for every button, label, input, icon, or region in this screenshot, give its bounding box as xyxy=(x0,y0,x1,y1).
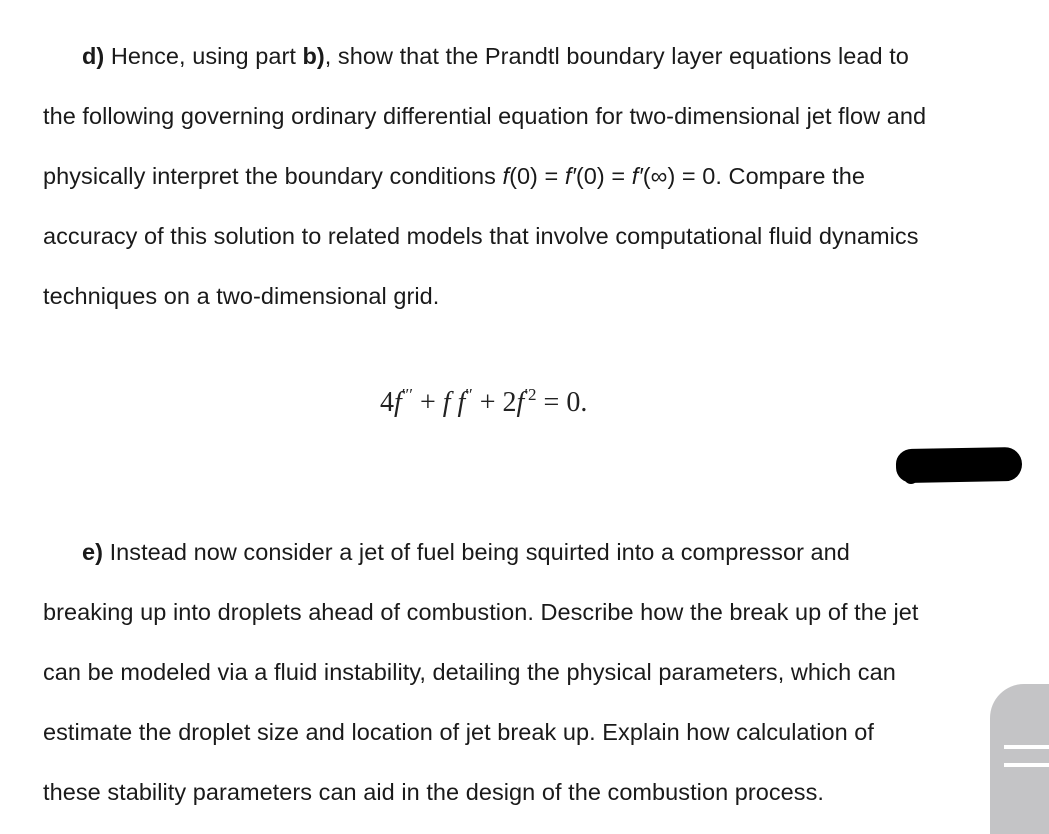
bc-fprime-inf: f′ xyxy=(631,163,643,189)
eq-coef-4: 4 xyxy=(380,387,394,418)
part-d-line-1 xyxy=(82,41,909,71)
part-d-line-1-text-a: Hence, using part xyxy=(104,43,303,69)
eq-f-f-double-prime: f f xyxy=(442,387,466,418)
bc-fprime-0-arg: (0) = xyxy=(575,163,632,189)
eq-plus-1: + xyxy=(419,387,436,418)
eq-coef-2: 2 xyxy=(502,387,517,418)
part-d-line-5: techniques on a two-dimensional grid. xyxy=(43,283,440,309)
part-d-label: d) xyxy=(82,43,105,69)
part-e-line-1 xyxy=(82,537,850,567)
part-b-reference: b) xyxy=(302,43,325,69)
part-d-line-4: accuracy of this solution to related models that involve computational fluid dynamics xyxy=(43,223,919,249)
redaction-blot-tail xyxy=(904,470,918,484)
eq-f-prime-squared: f xyxy=(516,387,525,418)
eq-prime-squared-mark: ′2 xyxy=(524,385,537,404)
eq-f-triple-prime: f xyxy=(394,387,402,418)
eq-double-prime-mark: ′′ xyxy=(465,385,473,404)
part-e-line-4: estimate the droplet size and location of jet break up. Explain how calculation of xyxy=(43,719,875,745)
grip-line-icon xyxy=(1004,745,1049,749)
governing-ode-equation xyxy=(380,377,587,421)
eq-plus-2: + xyxy=(479,387,496,418)
part-d-line-3-text: physically interpret the boundary conditions xyxy=(43,163,503,189)
part-e-line-1-text: Instead now consider a jet of fuel being squirted into a compressor and xyxy=(103,539,850,565)
part-d-line-3 xyxy=(43,161,865,191)
eq-equals: = xyxy=(543,387,560,418)
part-d-line-1-text-b: , show that the Prandtl boundary layer equations lead to xyxy=(324,43,909,69)
eq-triple-prime-mark: ′′′ xyxy=(401,385,413,404)
part-e-line-3: can be modeled via a fluid instability, detailing the physical parameters, which can xyxy=(43,659,896,685)
part-e-line-2: breaking up into droplets ahead of combustion. Describe how the break up of the jet xyxy=(43,599,919,625)
part-e-label: e) xyxy=(82,539,103,565)
part-d-line-2: the following governing ordinary differential equation for two-dimensional jet flow and xyxy=(43,103,927,129)
scroll-handle-tab[interactable] xyxy=(990,684,1049,834)
part-e-line-5: these stability parameters can aid in the design of the combustion process. xyxy=(43,779,824,805)
grip-line-icon xyxy=(1004,763,1049,767)
eq-rhs: 0. xyxy=(566,387,588,418)
bc-f-arg: (0) = xyxy=(509,163,565,189)
bc-fprime-inf-arg: (∞) = 0. Compare the xyxy=(642,163,865,189)
bc-fprime-0: f′ xyxy=(564,163,576,189)
bc-f: f xyxy=(502,163,510,189)
